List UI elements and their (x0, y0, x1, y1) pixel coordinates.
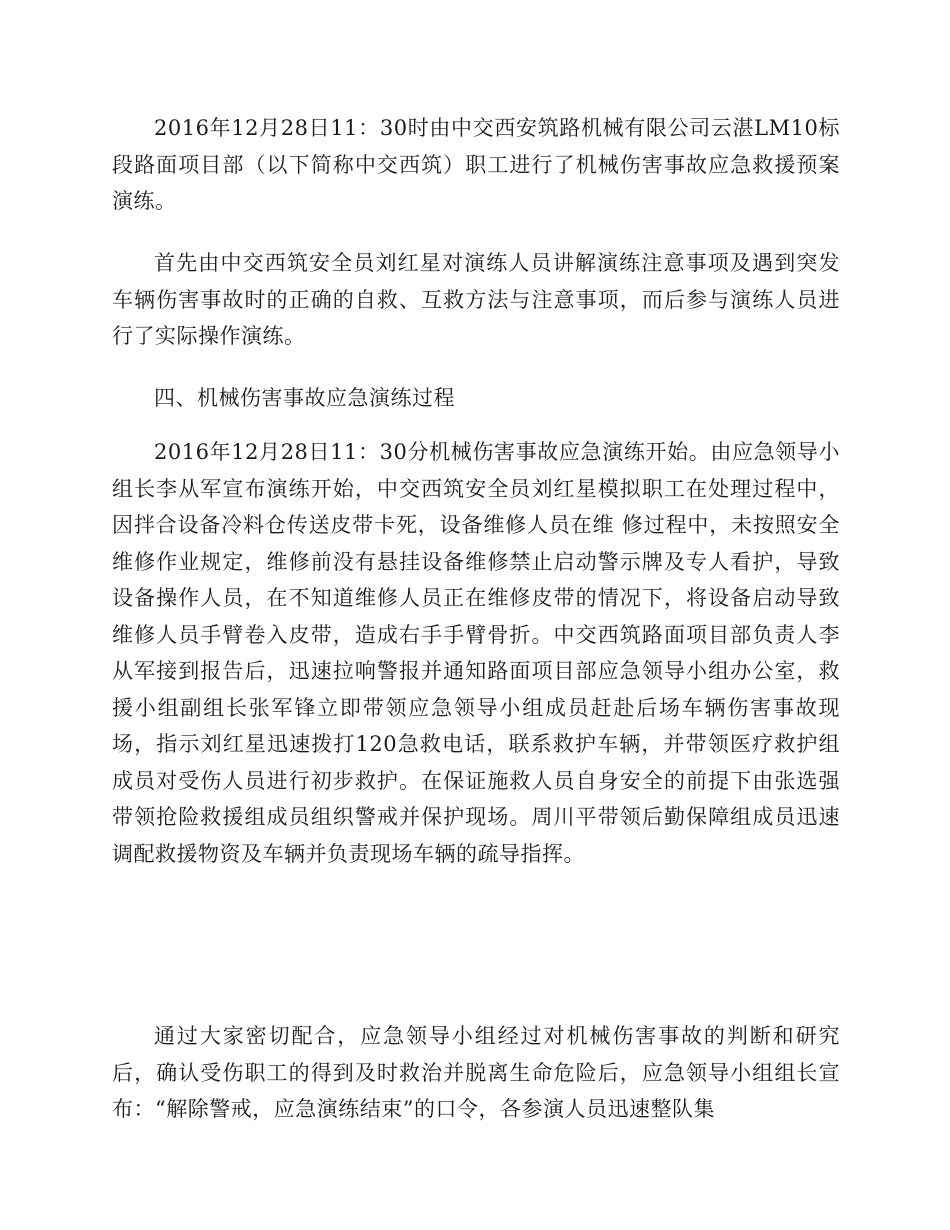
paragraph-conclusion: 通过大家密切配合，应急领导小组经过对机械伤害事故的判断和研究后，确认受伤职工的得到及时救治并脱离生命危险后，应急领导小组组长宣布：“解除警戒，应急演练结束”的口令，各参演人员迅速整队集 (112, 1024, 840, 1121)
paragraph-briefing: 首先由中交西筑安全员刘红星对演练人员讲解演练注意事项及遇到突发车辆伤害事故时的正确的自救、互救方法与注意事项，而后参与演练人员进行了实际操作演练。 (112, 251, 840, 348)
paragraph-intro: 2016年12月28日11：30时由中交西安筑路机械有限公司云湛LM10标段路面项目部（以下简称中交西筑）职工进行了机械伤害事故应急救援预案演练。 (112, 116, 840, 213)
section-heading: 四、机械伤害事故应急演练过程 (154, 386, 455, 410)
paragraph-drill-process: 2016年12月28日11：30分机械伤害事故应急演练开始。由应急领导小组长李从军宣布演练开始，中交西筑安全员刘红星模拟职工在处理过程中，因拌合设备冷料仓传送皮带卡死，设备维修人员在维 修过程中，未按照安全维修作业规定，维修前没有悬挂设备维修禁止启动警示牌及专人看护，导致设备操作人员，在不知道维修人员正在维修皮带的情况下，将设备启动导致维修人员手臂卷入皮带，造成右手手臂骨折。中交西筑路面项目部负责人李从军接到报告后，迅速拉响警报并通知路面项目部应急领导小组办公室，救援小组副组长张军锋立即带领应急领导小组成员赶赴后场车辆伤害事故现场，指示刘红星迅速拨打120急救电话，联系救护车辆，并带领医疗救护组成员对受伤人员进行初步救护。在保证施救人员自身安全的前提下由张选强带领抢险救援组成员组织警戒并保护现场。周川平带领后勤保障组成员迅速调配救援物资及车辆并负责现场车辆的疏导指挥。 (112, 440, 840, 866)
